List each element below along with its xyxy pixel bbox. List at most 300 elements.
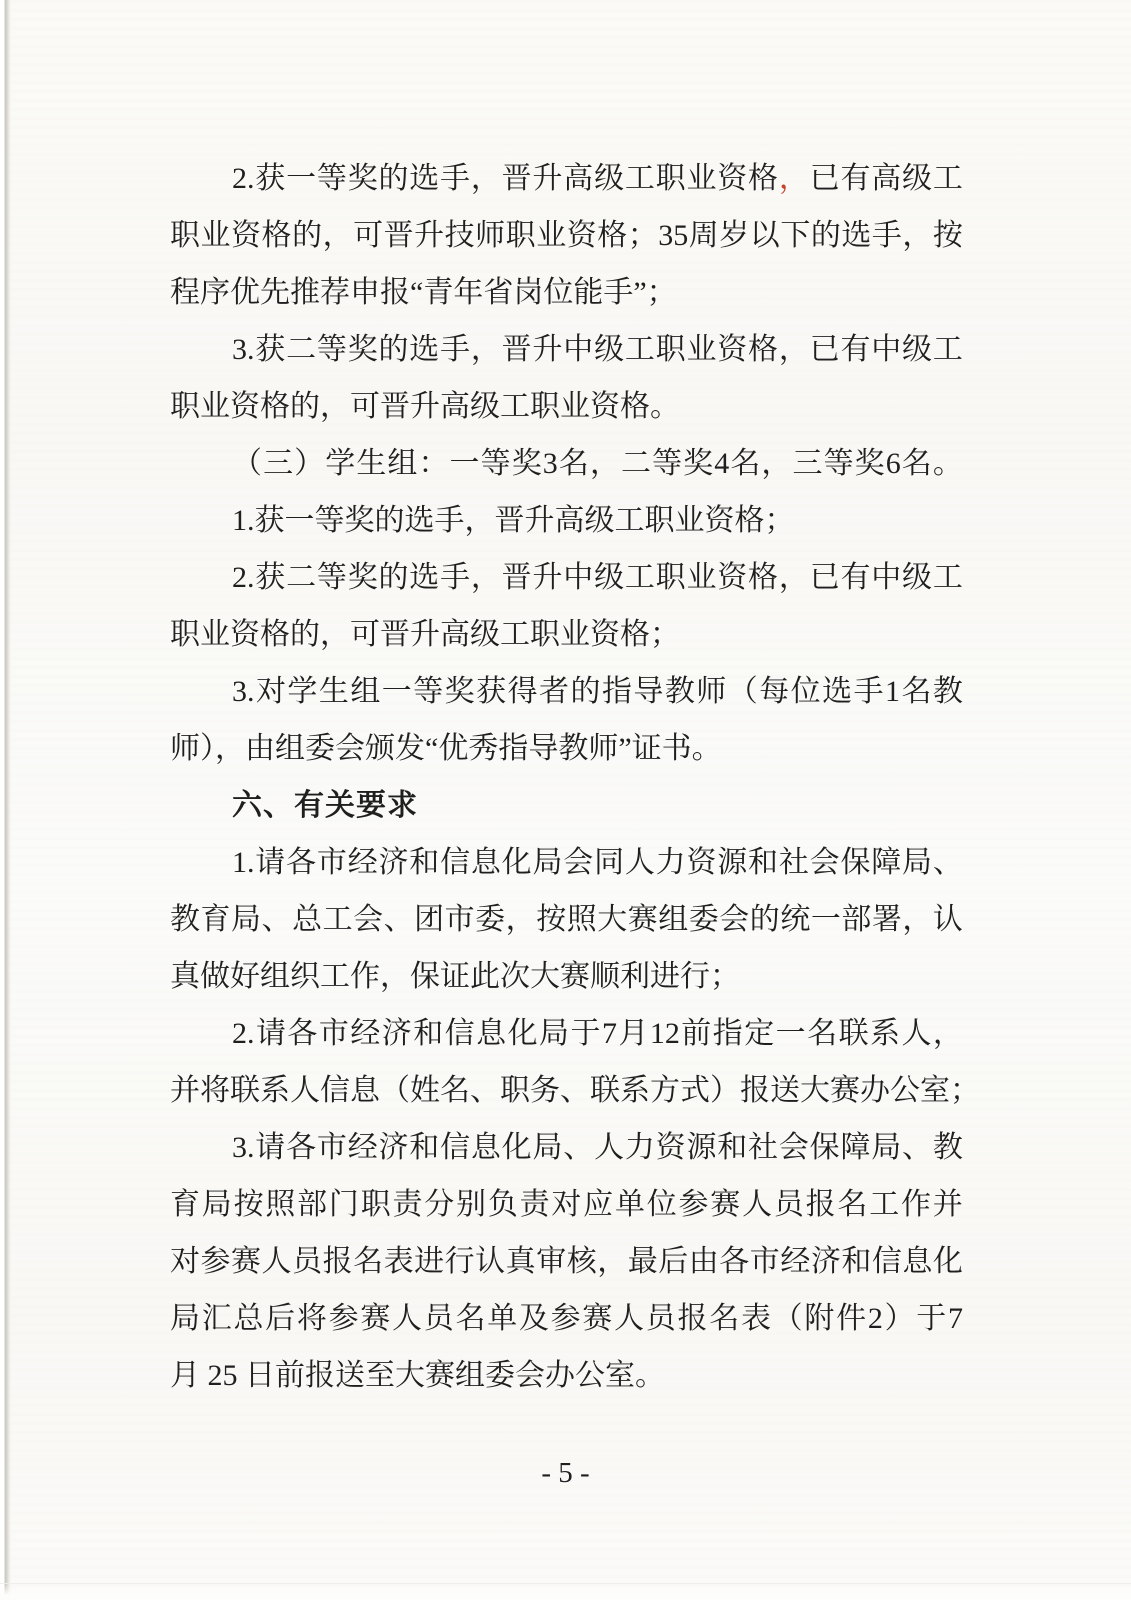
text-token: ） xyxy=(884,1302,915,1335)
text-token: 会 xyxy=(353,903,384,936)
text-line xyxy=(170,1347,963,1404)
text-token: 等 xyxy=(480,447,511,480)
text-token: 晋 xyxy=(501,333,532,366)
text-token: 单 xyxy=(487,1302,518,1335)
text-token: 二 xyxy=(286,333,317,366)
text-token: 、 xyxy=(470,1074,500,1107)
text-token: 升 xyxy=(532,333,563,366)
text-token: 业 xyxy=(200,219,231,252)
paragraph xyxy=(170,549,963,663)
text-token: 育 xyxy=(200,903,231,936)
text-token: 总 xyxy=(233,1302,264,1335)
text-token: 职 xyxy=(170,219,200,252)
text-token: 和 xyxy=(841,1245,872,1278)
text-token: 的 xyxy=(378,162,409,195)
text-token: 局 xyxy=(902,846,933,879)
text-token: 会 xyxy=(809,846,840,879)
text-token: 获 xyxy=(255,561,286,594)
text-token: 委 xyxy=(475,903,506,936)
text-token: 晋 xyxy=(501,561,532,594)
text-token: 1 xyxy=(885,675,901,708)
text-token: 资 xyxy=(717,333,748,366)
text-token: ， xyxy=(470,162,501,195)
text-token: 1. xyxy=(232,846,255,879)
text-token: 2. xyxy=(232,162,255,195)
text-token: 教 xyxy=(664,675,695,708)
text-segment: 六、有关要求 xyxy=(232,789,418,822)
text-token: 和 xyxy=(409,846,440,879)
text-token: 办 xyxy=(860,1074,890,1107)
text-token: 奖 xyxy=(347,333,378,366)
page-number: - 5 - xyxy=(541,1457,590,1489)
text-token: 师 xyxy=(696,675,727,708)
text-token: 手 xyxy=(871,219,902,252)
text-token: 工 xyxy=(932,162,963,195)
paragraph xyxy=(170,321,963,435)
text-token: 各 xyxy=(286,1131,317,1164)
text-token: ； xyxy=(950,1074,980,1107)
paragraph xyxy=(170,1119,963,1404)
text-token: 源 xyxy=(717,846,748,879)
text-token: ， xyxy=(902,903,933,936)
text-token: 等 xyxy=(316,561,347,594)
text-token: 按 xyxy=(233,1188,264,1221)
text-token: 人 xyxy=(624,846,655,879)
text-segment: 程序优先推荐申报“青年省岗位能手”； xyxy=(170,276,677,309)
text-token: 联 xyxy=(590,1074,620,1107)
text-token: 力 xyxy=(624,1131,655,1164)
text-line xyxy=(170,1005,963,1062)
text-token: 责 xyxy=(392,1188,423,1221)
text-token: 和 xyxy=(409,1131,440,1164)
text-token: 中 xyxy=(871,333,902,366)
text-token: 市 xyxy=(444,903,475,936)
text-token: 以 xyxy=(749,219,780,252)
text-token: 格 xyxy=(748,561,779,594)
text-token: 2. xyxy=(232,1017,255,1050)
text-token: 育 xyxy=(170,1188,200,1221)
text-token: 名 xyxy=(558,447,589,480)
text-token: 奖 xyxy=(854,447,885,480)
text-token: 指 xyxy=(601,675,632,708)
text-token: 部 xyxy=(841,903,872,936)
text-token: 资 xyxy=(566,219,597,252)
text-token: 名 xyxy=(455,1302,486,1335)
text-token: 对 xyxy=(255,675,286,708)
text-token: 大 xyxy=(800,1074,830,1107)
text-token: 资 xyxy=(686,846,717,879)
text-token: 得 xyxy=(507,675,538,708)
text-token: 社 xyxy=(748,1131,779,1164)
text-token: 工 xyxy=(624,561,655,594)
text-token: 级 xyxy=(902,162,933,195)
text-token: 经 xyxy=(780,1245,811,1278)
text-token: 手 xyxy=(440,561,471,594)
red-comma: ， xyxy=(778,162,809,195)
text-token: 信 xyxy=(444,1017,475,1050)
text-token: 名 xyxy=(709,1302,740,1335)
text-token: 将 xyxy=(200,1074,230,1107)
text-token: 获 xyxy=(255,162,286,195)
text-token: 二 xyxy=(621,447,652,480)
text-token: 化 xyxy=(507,1017,538,1050)
text-token: 对 xyxy=(170,1245,200,1278)
text-token: 等 xyxy=(316,162,347,195)
text-token: 有 xyxy=(840,561,871,594)
text-token: 的 xyxy=(570,675,601,708)
text-token: 月 xyxy=(618,1017,649,1050)
text-token: 照 xyxy=(566,903,597,936)
text-line xyxy=(170,606,963,663)
text-token: 名 xyxy=(353,1245,384,1278)
paragraph xyxy=(170,150,963,321)
text-token: （ xyxy=(727,675,758,708)
text-token: 教 xyxy=(932,675,963,708)
text-token: 公 xyxy=(890,1074,920,1107)
text-token: 联 xyxy=(838,1017,869,1050)
text-token: 学 xyxy=(325,447,356,480)
text-token: ； xyxy=(627,219,658,252)
text-token: （ xyxy=(772,1302,803,1335)
text-token: 等 xyxy=(823,447,854,480)
text-token: 联 xyxy=(230,1074,260,1107)
text-segment: 真做好组织工作，保证此次大赛顺利进行； xyxy=(170,960,740,993)
paragraph xyxy=(170,492,963,549)
scan-edge-bottom xyxy=(0,1583,1131,1600)
text-token: 请 xyxy=(255,1131,286,1164)
text-token: 生 xyxy=(318,675,349,708)
text-token: 障 xyxy=(871,846,902,879)
text-token: 奖 xyxy=(347,162,378,195)
text-token: 分 xyxy=(424,1188,455,1221)
text-token: 的 xyxy=(810,219,841,252)
text-token: 参 xyxy=(328,1302,359,1335)
text-token: 局 xyxy=(170,1302,200,1335)
text-token: 大 xyxy=(597,903,628,936)
text-token: 奖 xyxy=(347,561,378,594)
text-token: 师 xyxy=(475,219,506,252)
text-token: 获 xyxy=(255,333,286,366)
text-token: 参 xyxy=(200,1245,231,1278)
text-token: 晋 xyxy=(501,162,532,195)
text-token: 经 xyxy=(347,1131,378,1164)
text-token: 人 xyxy=(290,1074,320,1107)
text-segment: 师），由组委会颁发“优秀指导教师”证书。 xyxy=(170,732,722,765)
text-token: 工 xyxy=(932,333,963,366)
text-token: 统 xyxy=(780,903,811,936)
text-line xyxy=(170,549,963,606)
text-token: ， xyxy=(932,1017,963,1050)
text-line xyxy=(170,663,963,720)
text-token: 工 xyxy=(869,1188,900,1221)
text-token: 6 xyxy=(885,447,901,480)
text-token: ， xyxy=(778,333,809,366)
text-token: 赛 xyxy=(710,1188,741,1221)
text-line xyxy=(170,1119,963,1176)
text-token: 职 xyxy=(655,162,686,195)
text-line xyxy=(170,777,963,834)
text-token: 3. xyxy=(232,1131,255,1164)
text-token: 力 xyxy=(655,846,686,879)
text-token: 12 xyxy=(649,1017,680,1050)
text-token: 化 xyxy=(501,846,532,879)
text-token: 级 xyxy=(902,333,933,366)
text-token: 等 xyxy=(316,333,347,366)
page-footer xyxy=(0,1445,1131,1502)
text-token: 经 xyxy=(347,846,378,879)
text-token: 业 xyxy=(536,219,567,252)
text-token: 。 xyxy=(932,447,963,480)
text-token: 障 xyxy=(840,1131,871,1164)
text-line xyxy=(170,1290,963,1347)
text-token: 室 xyxy=(920,1074,950,1107)
text-token: 并 xyxy=(932,1188,963,1221)
text-token: 会 xyxy=(563,846,594,879)
text-token: 名 xyxy=(901,675,932,708)
text-token: 一 xyxy=(449,447,480,480)
text-token: 职 xyxy=(500,1074,530,1107)
text-token: 由 xyxy=(688,1245,719,1278)
text-line xyxy=(170,891,963,948)
text-line xyxy=(170,1176,963,1233)
text-token: 息 xyxy=(470,1131,501,1164)
text-token: 资 xyxy=(717,561,748,594)
text-token: 对 xyxy=(551,1188,582,1221)
text-token: 3. xyxy=(232,675,255,708)
text-token: 式 xyxy=(680,1074,710,1107)
text-token: 选 xyxy=(409,561,440,594)
text-token: 获 xyxy=(476,675,507,708)
text-token: 息 xyxy=(476,1017,507,1050)
text-line xyxy=(170,834,963,891)
text-token: 二 xyxy=(286,561,317,594)
text-token: 晋 xyxy=(383,219,414,252)
text-token: ： xyxy=(418,447,449,480)
section-heading xyxy=(170,777,963,834)
text-line xyxy=(170,150,963,207)
text-token: 赛 xyxy=(627,903,658,936)
text-token: 组 xyxy=(387,447,418,480)
text-token: 工 xyxy=(932,561,963,594)
text-token: 保 xyxy=(809,1131,840,1164)
text-token: 请 xyxy=(255,1017,286,1050)
text-line xyxy=(170,321,963,378)
text-line xyxy=(170,1233,963,1290)
text-token: 济 xyxy=(378,846,409,879)
text-token: 认 xyxy=(475,1245,506,1278)
text-token: 系 xyxy=(870,1017,901,1050)
text-token: 于 xyxy=(570,1017,601,1050)
text-token: 进 xyxy=(414,1245,445,1278)
text-token: 等 xyxy=(652,447,683,480)
text-token: 赛 xyxy=(830,1074,860,1107)
paragraph xyxy=(170,435,963,492)
text-token: 选 xyxy=(841,219,872,252)
text-token: 人 xyxy=(742,1188,773,1221)
text-token: 方 xyxy=(650,1074,680,1107)
text-token: 报 xyxy=(740,1074,770,1107)
text-token: 名 xyxy=(730,447,761,480)
text-token: 业 xyxy=(686,333,717,366)
text-token: ， xyxy=(470,561,501,594)
text-token: 别 xyxy=(456,1188,487,1221)
text-token: 职 xyxy=(655,561,686,594)
text-token: 及 xyxy=(518,1302,549,1335)
text-token: 市 xyxy=(318,1017,349,1050)
text-token: 已 xyxy=(809,333,840,366)
text-token: 信 xyxy=(871,1245,902,1278)
text-token: 附 xyxy=(804,1302,835,1335)
text-token: 、 xyxy=(563,1131,594,1164)
text-token: 局 xyxy=(201,1188,232,1221)
text-token: 报 xyxy=(322,1245,353,1278)
text-token: 的 xyxy=(749,903,780,936)
text-token: ， xyxy=(589,447,620,480)
text-segment: 职业资格的，可晋升高级工职业资格。 xyxy=(170,390,680,423)
text-token: 局 xyxy=(871,1131,902,1164)
text-token: 者 xyxy=(539,675,570,708)
text-token: 负 xyxy=(487,1188,518,1221)
text-token: 部 xyxy=(297,1188,328,1221)
text-token: 后 xyxy=(265,1302,296,1335)
text-token: 教 xyxy=(932,1131,963,1164)
text-token: 教 xyxy=(170,903,200,936)
text-token: 各 xyxy=(287,1017,318,1050)
text-token: 息 xyxy=(902,1245,933,1278)
text-token: 作 xyxy=(900,1188,931,1221)
text-token: 选 xyxy=(822,675,853,708)
text-token: 业 xyxy=(686,561,717,594)
text-token: 、 xyxy=(560,1074,590,1107)
text-token: 已 xyxy=(809,561,840,594)
text-token: 信 xyxy=(440,1131,471,1164)
text-token: 奖 xyxy=(683,447,714,480)
text-token: ， xyxy=(505,903,536,936)
text-token: ） xyxy=(710,1074,740,1107)
text-token: 行 xyxy=(444,1245,475,1278)
text-token: 位 xyxy=(646,1188,677,1221)
text-token: 人 xyxy=(392,1302,423,1335)
text-token: 门 xyxy=(328,1188,359,1221)
text-token: 姓 xyxy=(410,1074,440,1107)
text-token: 送 xyxy=(770,1074,800,1107)
text-token: 、 xyxy=(902,1131,933,1164)
text-token: 员 xyxy=(423,1302,454,1335)
text-token: 人 xyxy=(261,1245,292,1278)
text-token: 工 xyxy=(624,333,655,366)
text-token: 保 xyxy=(840,846,871,879)
text-token: 可 xyxy=(353,219,384,252)
document-body xyxy=(170,150,980,1404)
text-token: 按 xyxy=(932,219,963,252)
paragraph xyxy=(170,1005,980,1119)
text-token: 位 xyxy=(790,675,821,708)
text-token: 济 xyxy=(378,1131,409,1164)
text-token: 请 xyxy=(255,846,286,879)
text-token: 手 xyxy=(853,675,884,708)
text-token: 7 xyxy=(601,1017,617,1050)
text-token: 周 xyxy=(688,219,719,252)
text-token: 业 xyxy=(686,162,717,195)
text-token: 信 xyxy=(320,1074,350,1107)
text-token: 3. xyxy=(232,333,255,366)
text-token: 系 xyxy=(260,1074,290,1107)
text-token: 化 xyxy=(501,1131,532,1164)
text-token: 济 xyxy=(381,1017,412,1050)
text-token: 济 xyxy=(810,1245,841,1278)
text-token: 指 xyxy=(712,1017,743,1050)
text-token: 的 xyxy=(378,561,409,594)
text-token: 35 xyxy=(658,219,689,252)
text-segment: 月 25 日前报送至大赛组委会办公室。 xyxy=(170,1359,665,1392)
text-token: 表 xyxy=(740,1302,771,1335)
text-token: 局 xyxy=(532,846,563,879)
text-token: 、 xyxy=(383,903,414,936)
text-token: 赛 xyxy=(231,1245,262,1278)
text-token: 人 xyxy=(901,1017,932,1050)
text-token: 技 xyxy=(444,219,475,252)
text-token: 局 xyxy=(231,903,262,936)
paragraph xyxy=(170,834,963,1005)
text-token: 局 xyxy=(539,1017,570,1050)
text-token: 高 xyxy=(871,162,902,195)
text-token: 资 xyxy=(717,162,748,195)
text-token: （ xyxy=(232,447,262,480)
text-token: 名 xyxy=(807,1017,838,1050)
text-token: ， xyxy=(470,333,501,366)
text-token: 员 xyxy=(773,1188,804,1221)
text-segment: 1.获一等奖的选手，晋升高级工职业资格； xyxy=(232,504,795,537)
text-token: 格 xyxy=(748,162,779,195)
text-token: 单 xyxy=(614,1188,645,1221)
text-token: 导 xyxy=(633,675,664,708)
text-token: 后 xyxy=(658,1245,689,1278)
text-token: 级 xyxy=(902,561,933,594)
text-token: 各 xyxy=(719,1245,750,1278)
text-token: 三 xyxy=(792,447,823,480)
text-token: 名 xyxy=(440,1074,470,1107)
text-token: 系 xyxy=(620,1074,650,1107)
text-token: 职 xyxy=(360,1188,391,1221)
text-token: 名 xyxy=(901,447,932,480)
text-line xyxy=(170,207,963,264)
text-token: 局 xyxy=(532,1131,563,1164)
text-token: 化 xyxy=(932,1245,963,1278)
text-token: 信 xyxy=(440,846,471,879)
text-token: 定 xyxy=(744,1017,775,1050)
text-token: 市 xyxy=(316,1131,347,1164)
scan-edge-left xyxy=(0,0,11,1600)
text-token: 级 xyxy=(594,561,625,594)
text-token: 核 xyxy=(566,1245,597,1278)
text-token: 团 xyxy=(414,903,445,936)
text-token: 应 xyxy=(583,1188,614,1221)
text-segment: 职业资格的，可晋升高级工职业资格； xyxy=(170,618,680,651)
text-token: 已 xyxy=(809,162,840,195)
text-token: 、 xyxy=(932,846,963,879)
text-token: 升 xyxy=(532,162,563,195)
text-token: 有 xyxy=(840,162,871,195)
text-token: 市 xyxy=(749,1245,780,1278)
text-token: 人 xyxy=(594,1131,625,1164)
text-token: 2 xyxy=(867,1302,883,1335)
text-token: 学 xyxy=(287,675,318,708)
text-token: 等 xyxy=(413,675,444,708)
text-token: 员 xyxy=(292,1245,323,1278)
text-token: 资 xyxy=(655,1131,686,1164)
text-token: 生 xyxy=(356,447,387,480)
text-token: 高 xyxy=(563,162,594,195)
